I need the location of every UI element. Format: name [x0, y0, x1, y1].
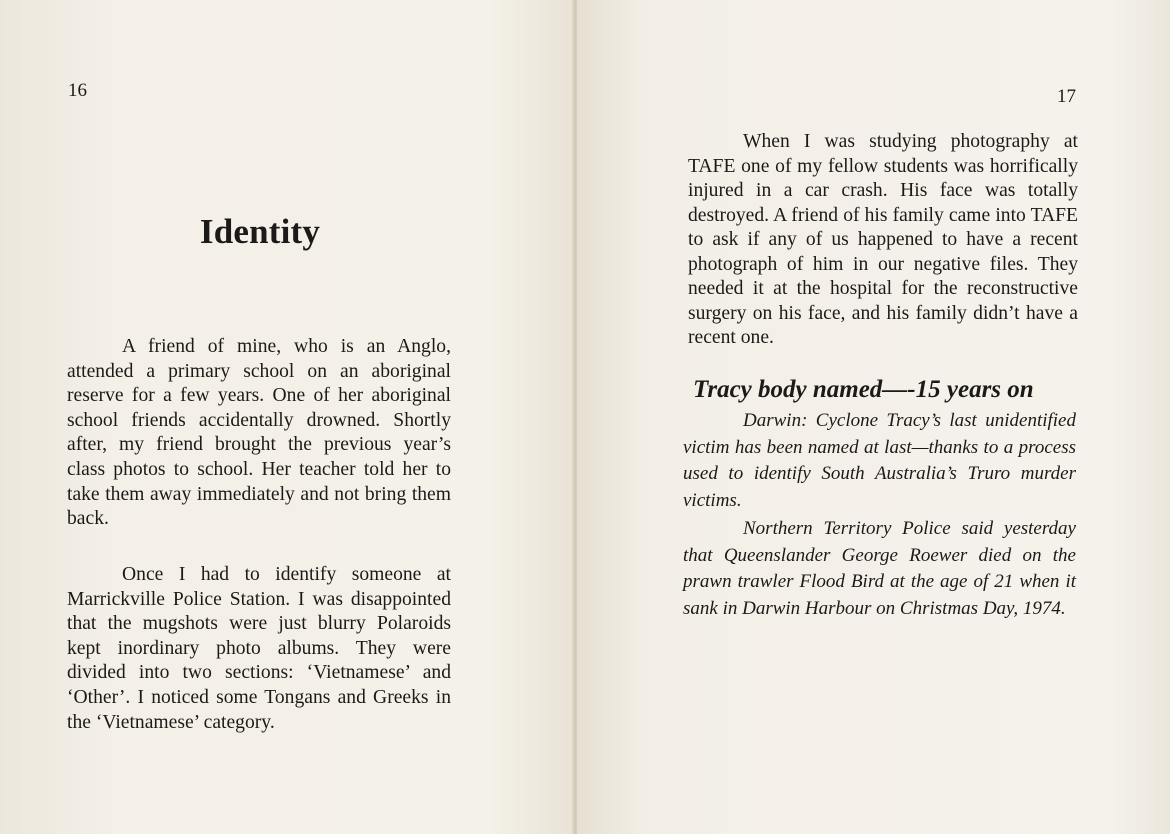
- news-paragraph-2: Northern Territory Police said yesterday that Queenslander George Roewer died on the prawn trawler Flood Bird at the age of 21 when it sank in Darwin Harbour on Christmas Day, 1974.: [683, 518, 1076, 619]
- chapter-title: Identity: [199, 212, 321, 251]
- news-headline: Tracy body named—-15 years on: [693, 376, 1034, 403]
- right-paragraph: When I was studying photography at TAFE one of my fellow students was horrifically injured in a car crash. His face was totally destroyed. A friend of his family came into TAFE to ask if any of us happened to have a recent photograph of him in our negative files. They needed it at the hospital for the reconstructive surgery on his face, and his family didn’t have a recent one.: [688, 131, 1078, 348]
- left-paragraph-1: A friend of mine, who is an Anglo, attended a primary school on an aboriginal reserve for a few years. One of her aboriginal school friends accidentally drowned. Shortly after, my friend brought the previous year’s class photos to school. Her teacher told her to take them away immediately and not bring them back.: [67, 336, 451, 530]
- left-paragraph-2: Once I had to identify someone at Marrickville Police Station. I was disappointed that the mugshots were just blurry Polaroids kept inordinary photo albums. They were divided into two sections: ‘Vietnamese’ and ‘Other’. I noticed some Tongans and Greeks in the ‘Vietnamese’ category.: [67, 564, 451, 733]
- page-number-left: 16: [68, 80, 87, 101]
- page-number-right: 17: [1057, 86, 1076, 107]
- news-paragraph-1: Darwin: Cyclone Tracy’s last unidentified victim has been named at last—thanks to a process used to identify South Australia’s Truro murder victims.: [683, 410, 1076, 511]
- left-page: [0, 0, 575, 834]
